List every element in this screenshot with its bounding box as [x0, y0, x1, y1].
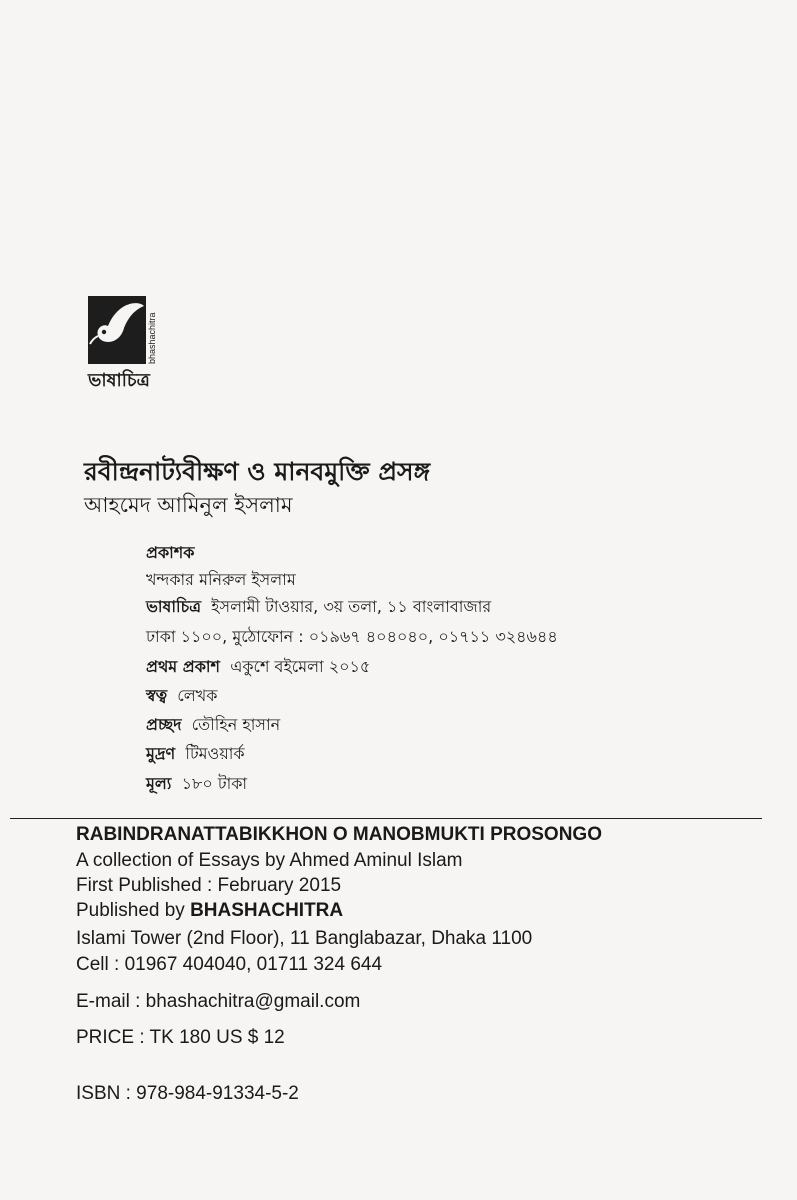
copyright-row [146, 683, 217, 710]
publisher-address-2: ঢাকা ১১০০, মুঠোফোন : ০১৯৬৭ ৪০৪০৪০, ০১৭১১ ৩২৪৬৪৪ [146, 627, 558, 646]
divider-rule [10, 818, 762, 819]
english-title: RABINDRANATTABIKKHON O MANOBMUKTI PROSONGO [76, 824, 602, 845]
copyright-label: স্বত্ব [146, 686, 168, 705]
publisher-heading: প্রকাশক [146, 543, 195, 562]
publisher-logo [88, 296, 158, 398]
cover-label: প্রচ্ছদ [146, 715, 182, 734]
email-line: E-mail : bhashachitra@gmail.com [76, 991, 361, 1012]
first-edition-value: একুশে বইমেলা ২০১৫ [230, 657, 371, 676]
bengali-author: আহমেদ আমিনুল ইসলাম [84, 493, 293, 517]
price-value-bengali: ১৮০ টাকা [181, 774, 248, 793]
first-edition-label: প্রথম প্রকাশ [146, 657, 221, 676]
address-line-1: ইসলামী টাওয়ার, ৩য় তলা, ১১ বাংলাবাজার [211, 597, 492, 616]
print-row [146, 741, 245, 768]
logo-side-text: bhashachitra [147, 312, 157, 364]
logo-wordmark: ভাষাচিত্র [88, 370, 150, 391]
address-line: Islami Tower (2nd Floor), 11 Banglabazar, Dhaka 1100 [76, 928, 533, 949]
bengali-title: রবীন্দ্রনাট্যবীক্ষণ ও মানবমুক্তি প্রসঙ্গ [84, 457, 431, 486]
cover-value: তৌহিন হাসান [191, 715, 281, 734]
isbn-line: ISBN : 978-984-91334-5-2 [76, 1083, 299, 1104]
print-label: মুদ্রণ [146, 744, 176, 763]
bird-logo-icon [88, 296, 146, 364]
first-published-line: First Published : February 2015 [76, 875, 342, 896]
cover-row [146, 712, 280, 739]
publisher-label: ভাষাচিত্র [146, 597, 201, 616]
price-row-bengali [146, 771, 247, 798]
price-label-bengali: মূল্য [146, 774, 172, 793]
print-value: টিমওয়ার্ক [185, 744, 245, 763]
collection-line: A collection of Essays by Ahmed Aminul Islam [76, 850, 463, 871]
publisher-name: খন্দকার মনিরুল ইসলাম [146, 570, 296, 589]
published-by-line [76, 900, 343, 922]
published-by-prefix: Published by [76, 900, 185, 921]
publisher-address-1 [146, 594, 491, 621]
copyright-value: লেখক [177, 686, 218, 705]
price-line: PRICE : TK 180 US $ 12 [76, 1027, 285, 1048]
first-edition-row [146, 654, 370, 681]
published-by-name: BHASHACHITRA [190, 900, 344, 921]
cell-line: Cell : 01967 404040, 01711 324 644 [76, 954, 383, 975]
